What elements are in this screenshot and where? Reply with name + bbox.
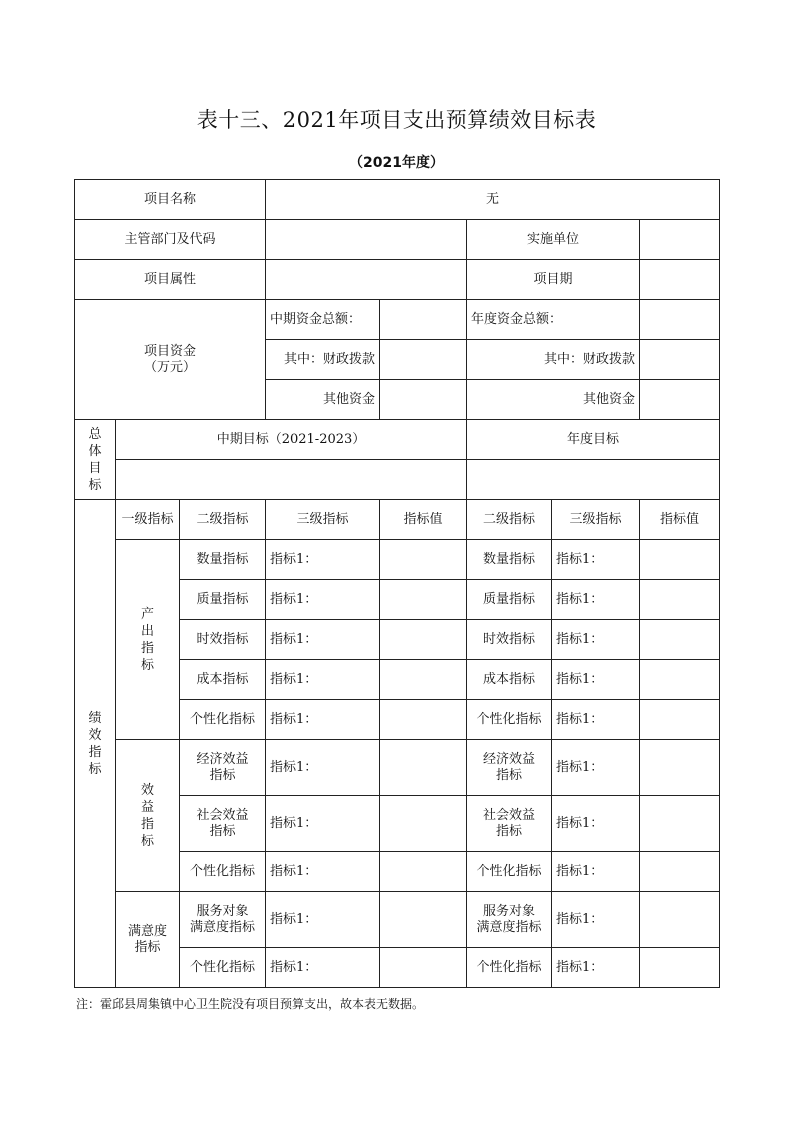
indicator-value bbox=[640, 620, 720, 660]
project-name-label: 项目名称 bbox=[75, 180, 266, 220]
economic-benefit-indicator bbox=[467, 740, 552, 796]
indicator-1: 指标1： bbox=[552, 948, 640, 988]
benefit-char: 效 bbox=[140, 782, 154, 798]
perf-char: 效 bbox=[88, 727, 102, 743]
indicator-value bbox=[640, 948, 720, 988]
mid-fiscal-label: 其中：财政拨款 bbox=[266, 340, 380, 380]
indicator-value bbox=[380, 740, 467, 796]
perf-char: 绩 bbox=[88, 710, 102, 726]
satisfaction-line1: 满意度 bbox=[127, 923, 167, 939]
economic-line1: 经济效益 bbox=[196, 751, 249, 767]
table-row bbox=[75, 260, 720, 300]
performance-target-table bbox=[74, 179, 720, 988]
project-fund-label-line1: 项目资金 bbox=[144, 343, 197, 359]
timeliness-indicator: 时效指标 bbox=[467, 620, 552, 660]
overall-target-label bbox=[75, 420, 116, 500]
service-line1: 服务对象 bbox=[483, 903, 536, 919]
indicator-1: 指标1： bbox=[266, 580, 380, 620]
indicator-value bbox=[380, 948, 467, 988]
footnote: 注：霍邱县周集镇中心卫生院没有项目预算支出，故本表无数据。 bbox=[76, 997, 425, 1011]
output-char: 标 bbox=[140, 657, 154, 673]
dept-code-label: 主管部门及代码 bbox=[75, 220, 266, 260]
indicator-1: 指标1： bbox=[266, 948, 380, 988]
value-header: 指标值 bbox=[640, 500, 720, 540]
table-row bbox=[75, 220, 720, 260]
service-satisfaction-indicator bbox=[467, 892, 552, 948]
indicator-value bbox=[380, 580, 467, 620]
impl-unit-label: 实施单位 bbox=[467, 220, 640, 260]
output-char: 出 bbox=[140, 623, 154, 639]
year-total-value bbox=[640, 300, 720, 340]
mid-other-label: 其他资金 bbox=[266, 380, 380, 420]
benefit-char: 指 bbox=[140, 816, 154, 832]
year-total-label: 年度资金总额： bbox=[467, 300, 640, 340]
project-attr-label: 项目属性 bbox=[75, 260, 266, 300]
indicator-1: 指标1： bbox=[266, 796, 380, 852]
satisfaction-line2: 指标 bbox=[134, 939, 161, 955]
indicator-value bbox=[380, 796, 467, 852]
output-char: 指 bbox=[140, 640, 154, 656]
table-row bbox=[75, 180, 720, 220]
benefit-indicator-label bbox=[116, 740, 180, 892]
year-other-label: 其他资金 bbox=[467, 380, 640, 420]
page-title: 表十三、2021年项目支出预算绩效目标表 bbox=[196, 108, 597, 132]
perf-char: 指 bbox=[88, 744, 102, 760]
project-fund-label-line2: （万元） bbox=[144, 359, 197, 375]
indicator-1: 指标1： bbox=[266, 852, 380, 892]
economic-line1: 经济效益 bbox=[483, 751, 536, 767]
benefit-char: 益 bbox=[140, 799, 154, 815]
social-line2: 指标 bbox=[496, 823, 523, 839]
service-line2: 满意度指标 bbox=[190, 919, 256, 935]
value-header: 指标值 bbox=[380, 500, 467, 540]
indicator-value bbox=[380, 700, 467, 740]
satisfaction-indicator-label bbox=[116, 892, 180, 988]
custom-indicator: 个性化指标 bbox=[467, 700, 552, 740]
year-fiscal-label: 其中：财政拨款 bbox=[467, 340, 640, 380]
social-benefit-indicator bbox=[467, 796, 552, 852]
page-subtitle: （2021年度） bbox=[349, 155, 444, 171]
indicator-1: 指标1： bbox=[552, 700, 640, 740]
indicator-1: 指标1： bbox=[266, 540, 380, 580]
year-target-value bbox=[467, 460, 720, 500]
indicator-value bbox=[640, 540, 720, 580]
indicator-value bbox=[640, 796, 720, 852]
indicator-value bbox=[380, 540, 467, 580]
indicator-value bbox=[640, 700, 720, 740]
indicator-value bbox=[380, 852, 467, 892]
indicator-value bbox=[640, 740, 720, 796]
indicator-value bbox=[640, 892, 720, 948]
mid-other-value bbox=[380, 380, 467, 420]
mid-fiscal-value bbox=[380, 340, 467, 380]
mid-total-value bbox=[380, 300, 467, 340]
project-period-value bbox=[640, 260, 720, 300]
custom-indicator: 个性化指标 bbox=[180, 852, 266, 892]
perf-char: 标 bbox=[88, 761, 102, 777]
level1-header: 一级指标 bbox=[116, 500, 180, 540]
quantity-indicator: 数量指标 bbox=[180, 540, 266, 580]
social-line1: 社会效益 bbox=[483, 807, 536, 823]
mid-total-label: 中期资金总额： bbox=[266, 300, 380, 340]
indicator-value bbox=[380, 660, 467, 700]
level2-header: 二级指标 bbox=[180, 500, 266, 540]
overall-char: 标 bbox=[88, 477, 102, 493]
indicator-value bbox=[640, 660, 720, 700]
indicator-1: 指标1： bbox=[266, 892, 380, 948]
mid-target-header: 中期目标（2021-2023） bbox=[116, 420, 467, 460]
service-satisfaction-indicator bbox=[180, 892, 266, 948]
table-row bbox=[75, 892, 720, 948]
overall-char: 体 bbox=[88, 443, 102, 459]
social-line2: 指标 bbox=[209, 823, 236, 839]
quality-indicator: 质量指标 bbox=[180, 580, 266, 620]
level2-header: 二级指标 bbox=[467, 500, 552, 540]
overall-char: 总 bbox=[88, 426, 102, 442]
service-line2: 满意度指标 bbox=[476, 919, 542, 935]
economic-line2: 指标 bbox=[496, 767, 523, 783]
year-other-value bbox=[640, 380, 720, 420]
custom-indicator: 个性化指标 bbox=[180, 948, 266, 988]
mid-target-value bbox=[116, 460, 467, 500]
indicator-1: 指标1： bbox=[552, 796, 640, 852]
economic-line2: 指标 bbox=[209, 767, 236, 783]
economic-benefit-indicator bbox=[180, 740, 266, 796]
social-line1: 社会效益 bbox=[196, 807, 249, 823]
year-target-header: 年度目标 bbox=[467, 420, 720, 460]
indicator-1: 指标1： bbox=[552, 852, 640, 892]
table-row bbox=[75, 740, 720, 796]
table-row bbox=[75, 460, 720, 500]
timeliness-indicator: 时效指标 bbox=[180, 620, 266, 660]
indicator-1: 指标1： bbox=[552, 660, 640, 700]
output-char: 产 bbox=[140, 606, 154, 622]
impl-unit-value bbox=[640, 220, 720, 260]
project-attr-value bbox=[266, 260, 467, 300]
indicator-value bbox=[380, 892, 467, 948]
indicator-value bbox=[380, 620, 467, 660]
level3-header: 三级指标 bbox=[552, 500, 640, 540]
project-period-label: 项目期 bbox=[467, 260, 640, 300]
indicator-1: 指标1： bbox=[266, 740, 380, 796]
project-fund-label bbox=[75, 300, 266, 420]
cost-indicator: 成本指标 bbox=[467, 660, 552, 700]
performance-indicator-label bbox=[75, 500, 116, 988]
quality-indicator: 质量指标 bbox=[467, 580, 552, 620]
table-row bbox=[75, 300, 720, 340]
project-name-value: 无 bbox=[266, 180, 720, 220]
overall-char: 目 bbox=[88, 460, 102, 476]
quantity-indicator: 数量指标 bbox=[467, 540, 552, 580]
indicator-1: 指标1： bbox=[266, 700, 380, 740]
custom-indicator: 个性化指标 bbox=[467, 948, 552, 988]
service-line1: 服务对象 bbox=[196, 903, 249, 919]
indicator-1: 指标1： bbox=[552, 620, 640, 660]
indicator-1: 指标1： bbox=[552, 892, 640, 948]
custom-indicator: 个性化指标 bbox=[467, 852, 552, 892]
table-row bbox=[75, 500, 720, 540]
indicator-1: 指标1： bbox=[266, 620, 380, 660]
indicator-value bbox=[640, 852, 720, 892]
output-indicator-label bbox=[116, 540, 180, 740]
level3-header: 三级指标 bbox=[266, 500, 380, 540]
table-row bbox=[75, 540, 720, 580]
indicator-value bbox=[640, 580, 720, 620]
social-benefit-indicator bbox=[180, 796, 266, 852]
indicator-1: 指标1： bbox=[552, 580, 640, 620]
benefit-char: 标 bbox=[140, 833, 154, 849]
indicator-1: 指标1： bbox=[266, 660, 380, 700]
cost-indicator: 成本指标 bbox=[180, 660, 266, 700]
custom-indicator: 个性化指标 bbox=[180, 700, 266, 740]
dept-code-value bbox=[266, 220, 467, 260]
indicator-1: 指标1： bbox=[552, 740, 640, 796]
indicator-1: 指标1： bbox=[552, 540, 640, 580]
table-row bbox=[75, 420, 720, 460]
year-fiscal-value bbox=[640, 340, 720, 380]
